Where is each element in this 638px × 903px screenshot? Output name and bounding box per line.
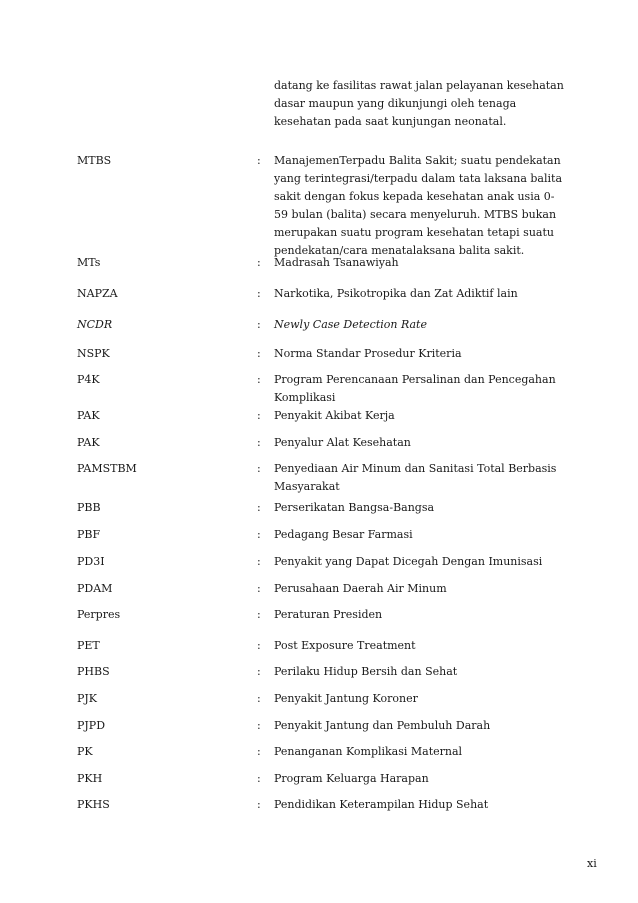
entry-abbreviation: PBB [77,501,101,514]
entry-abbreviation: P4K [77,373,100,386]
continuation-paragraph: datang ke fasilitas rawat jalan pelayanan kesehatan dasar maupun yang dikunjungi oleh tenaga kesehatan pada saat kunjungan neonatal. [274,79,564,128]
entry-definition: Peraturan Presiden [274,608,383,621]
entry-separator: : [257,582,261,595]
entry-definition: Perilaku Hidup Bersih dan Sehat [274,665,458,678]
entry-abbreviation: PAMSTBM [77,462,137,475]
entry-separator: : [257,772,261,785]
entry-separator: : [257,639,261,652]
entry-abbreviation: PKHS [77,798,110,811]
entry-separator: : [257,154,261,167]
entry-abbreviation: PK [77,745,93,758]
entry-definition: Penyakit Akibat Kerja [274,409,395,422]
entry-definition: Madrasah Tsanawiyah [274,256,399,269]
entry-separator: : [257,409,261,422]
entry-definition: Program Keluarga Harapan [274,772,429,785]
entry-separator: : [257,608,261,621]
entry-abbreviation: NSPK [77,347,110,360]
entry-abbreviation: PD3I [77,555,105,568]
entry-abbreviation: PJPD [77,719,106,732]
entry-definition: ManajemenTerpadu Balita Sakit; suatu pendekatan yang terintegrasi/terpadu dalam tata laksana balita sakit dengan fokus kepada kesehatan anak usia 0-59 bulan (balita) secara menyeluruh. MTBS bukan merupakan suatu program kesehatan tetapi suatu pendekatan/cara menatalaksana balita sakit. [274,154,563,257]
entry-abbreviation: PET [77,639,100,652]
entry-definition: Perserikatan Bangsa-Bangsa [274,501,435,514]
entry-definition: Penyakit Jantung Koroner [274,692,418,705]
page-number: xi [587,857,597,870]
entry-separator: : [257,745,261,758]
entry-abbreviation: PHBS [77,665,110,678]
entry-abbreviation: PJK [77,692,98,705]
entry-definition: Post Exposure Treatment [274,639,416,652]
entry-separator: : [257,692,261,705]
entry-definition: Newly Case Detection Rate [274,318,427,331]
entry-abbreviation: NCDR [77,318,113,331]
entry-separator: : [257,436,261,449]
entry-definition: Program Perencanaan Persalinan dan Pencegahan Komplikasi [274,373,556,404]
entry-separator: : [257,287,261,300]
entry-abbreviation: PKH [77,772,103,785]
entry-separator: : [257,318,261,331]
entry-abbreviation: MTBS [77,154,112,167]
entry-definition: Pedagang Besar Farmasi [274,528,413,541]
entry-separator: : [257,462,261,475]
entry-separator: : [257,256,261,269]
entry-separator: : [257,373,261,386]
entry-separator: : [257,798,261,811]
entry-definition: Narkotika, Psikotropika dan Zat Adiktif lain [274,287,518,300]
entry-definition: Pendidikan Keterampilan Hidup Sehat [274,798,489,811]
entry-definition: Penyediaan Air Minum dan Sanitasi Total Berbasis Masyarakat [274,462,557,493]
entry-separator: : [257,528,261,541]
entry-separator: : [257,555,261,568]
entry-definition: Penanganan Komplikasi Maternal [274,745,463,758]
entry-abbreviation: PAK [77,409,100,422]
entry-definition: Penyalur Alat Kesehatan [274,436,411,449]
entry-abbreviation: PDAM [77,582,113,595]
entry-abbreviation: MTs [77,256,101,269]
entry-separator: : [257,665,261,678]
entry-abbreviation: PAK [77,436,100,449]
entry-abbreviation: PBF [77,528,101,541]
entry-separator: : [257,501,261,514]
entry-definition: Penyakit Jantung dan Pembuluh Darah [274,719,491,732]
entry-separator: : [257,347,261,360]
entry-definition: Norma Standar Prosedur Kriteria [274,347,462,360]
entry-abbreviation: Perpres [77,608,121,621]
entry-abbreviation: NAPZA [77,287,118,300]
entry-definition: Perusahaan Daerah Air Minum [274,582,447,595]
entry-separator: : [257,719,261,732]
entry-definition: Penyakit yang Dapat Dicegah Dengan Imunisasi [274,555,543,568]
